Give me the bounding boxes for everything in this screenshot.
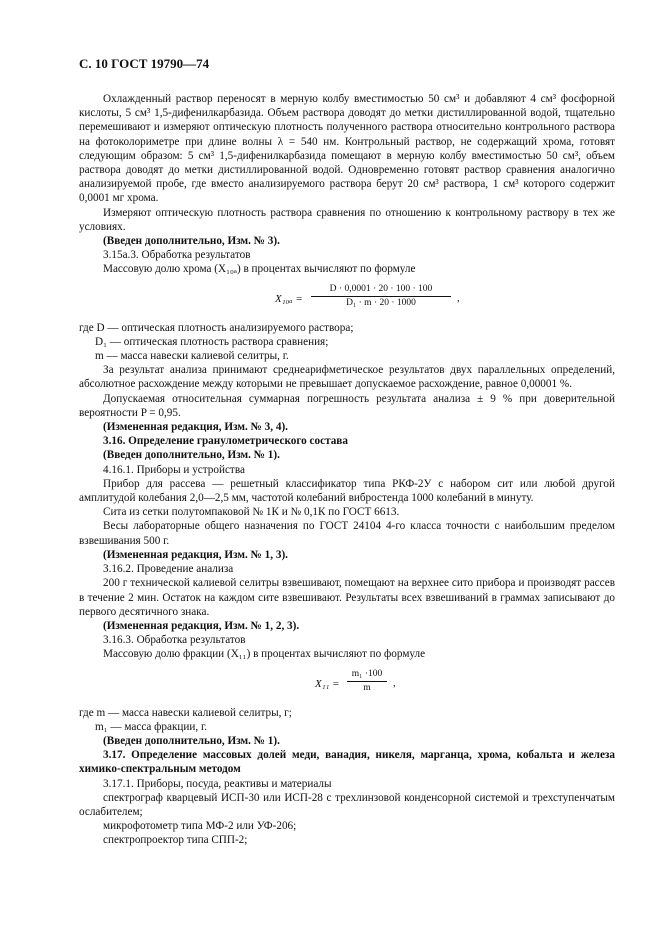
document-body — [79, 92, 615, 848]
definition-line: m₁ — масса фракции, г. — [95, 720, 208, 733]
amendment-note: (Измененная редакция, Изм. № 1, 3). — [103, 548, 288, 561]
paragraph: микрофотометр типа МФ-2 или УФ-206; — [103, 820, 297, 833]
definition-line: где D — оптическая плотность анализируемого раствора; — [79, 321, 354, 334]
formula-numerator: m₁ ·100 — [347, 668, 387, 682]
definition-line: m — масса навески калиевой селитры, г. — [95, 350, 289, 363]
subsection-heading: 3.17.1. Приборы, посуда, реактивы и материалы — [103, 777, 332, 790]
subsection-heading: 3.16.2. Проведение анализа — [103, 563, 234, 576]
paragraph: Охлажденный раствор переносят в мерную колбу вместимостью 50 см³ и добавляют 4 см³ фосфорной кислоты, 5 см³ 1,5-дифенилкарбазида. Объем раствора доводят до метки дистиллированной водой, тщательно перемешивают и измеряют оптическую плотность полученного раствора относительно контрольного раствора на фотоколориметре при длине волны λ = 540 нм. Контрольный раствор, не содержащий хрома, готовят следующим образом: 5 см³ 1,5-дифенилкарбазида помещают в мерную колбу вместимостью 50 см³, объем раствора доводят до метки дистиллированной водой. Одновременно готовят раствор сравнения аналогично анализируемой пробе, где вместо анализируемого раствора берут 20 см³ раствора, 1 см³ которого содержит 0,0001 мг хрома. — [79, 93, 615, 205]
paragraph: Прибор для рассева — решетный классификатор типа РКФ-2У с набором сит или любой другой амплитудой колебания 2,0—2,5 мм, частотой колебаний вибростенда 1000 колебаний в минуту. — [79, 477, 615, 505]
formula-fraction — [347, 668, 387, 695]
formula-fraction — [311, 283, 451, 310]
paragraph: спектропроектор типа СПП-2; — [103, 834, 248, 847]
formula-comma: , — [393, 677, 396, 689]
formula-denominator: m — [363, 682, 371, 693]
amendment-note: (Введен дополнительно, Изм. № 3). — [103, 235, 280, 248]
paragraph: За результат анализа принимают среднеарифметическое результатов двух параллельных определений, абсолютное расхождение между которыми не превышает допускаемое расхождение, равное 0,00001 %. — [79, 364, 615, 391]
amendment-note: (Измененная редакция, Изм. № 1, 2, 3). — [103, 619, 300, 632]
section-heading: 3.15а.3. Обработка результатов — [103, 249, 251, 262]
section-heading: 3.17. Определение массовых долей меди, ванадия, никеля, марганца, хрома, кобальта и железа химико-спектральным методом — [79, 749, 615, 776]
amendment-note: (Введен дополнительно, Изм. № 1). — [103, 449, 280, 462]
formula-lhs: X₁₀ₐ = — [275, 292, 303, 305]
section-heading: 3.16. Определение гранулометрического состава — [103, 435, 348, 448]
page-header: С. 10 ГОСТ 19790—74 — [79, 56, 210, 71]
paragraph: Массовую долю хрома (X₁₀ₐ) в процентах вычисляют по формуле — [103, 263, 416, 276]
formula-comma: , — [457, 292, 460, 304]
subsection-heading: 3.16.3. Обработка результатов — [103, 634, 246, 647]
formula-denominator: D₁ · m · 20 · 1000 — [346, 297, 416, 308]
paragraph: Допускаемая относительная суммарная погрешность результата анализа ± 9 % при доверительной вероятности P = 0,95. — [79, 392, 615, 419]
paragraph: Сита из сетки полутомпаковой № 1К и № 0,1К по ГОСТ 6613. — [103, 506, 400, 519]
definition-line: где m — масса навески калиевой селитры, г; — [79, 706, 292, 719]
paragraph: Весы лабораторные общего назначения по ГОСТ 24104 4-го класса точности с наибольшим пределом взвешивания 500 г. — [79, 520, 615, 547]
paragraph: 200 г технической калиевой селитры взвешивают, помещают на верхнее сито прибора и производят рассев в течение 2 мин. Остаток на каждом сите взвешивают. Результаты всех взвешиваний в граммах записывают до первого десятичного знака. — [79, 577, 615, 618]
definition-line: D₁ — оптическая плотность раствора сравнения; — [95, 335, 329, 348]
formula-chromium — [79, 283, 615, 315]
formula-lhs: X₁₁ = — [315, 677, 340, 690]
formula-fraction-mass — [79, 668, 615, 700]
amendment-note: (Измененная редакция, Изм. № 3, 4). — [103, 421, 288, 434]
subsection-heading: 4.16.1. Приборы и устройства — [103, 463, 245, 476]
paragraph: спектрограф кварцевый ИСП-30 или ИСП-28 с трехлинзовой конденсорной системой и трехступенчатым ослабителем; — [79, 791, 615, 818]
paragraph: Массовую долю фракции (X₁₁) в процентах вычисляют по формуле — [103, 648, 426, 661]
paragraph: Измеряют оптическую плотность раствора сравнения по отношению к контрольному раствору в тех же условиях. — [79, 206, 615, 233]
amendment-note: (Введен дополнительно, Изм. № 1). — [103, 734, 280, 747]
formula-numerator: D · 0,0001 · 20 · 100 · 100 — [311, 283, 451, 297]
